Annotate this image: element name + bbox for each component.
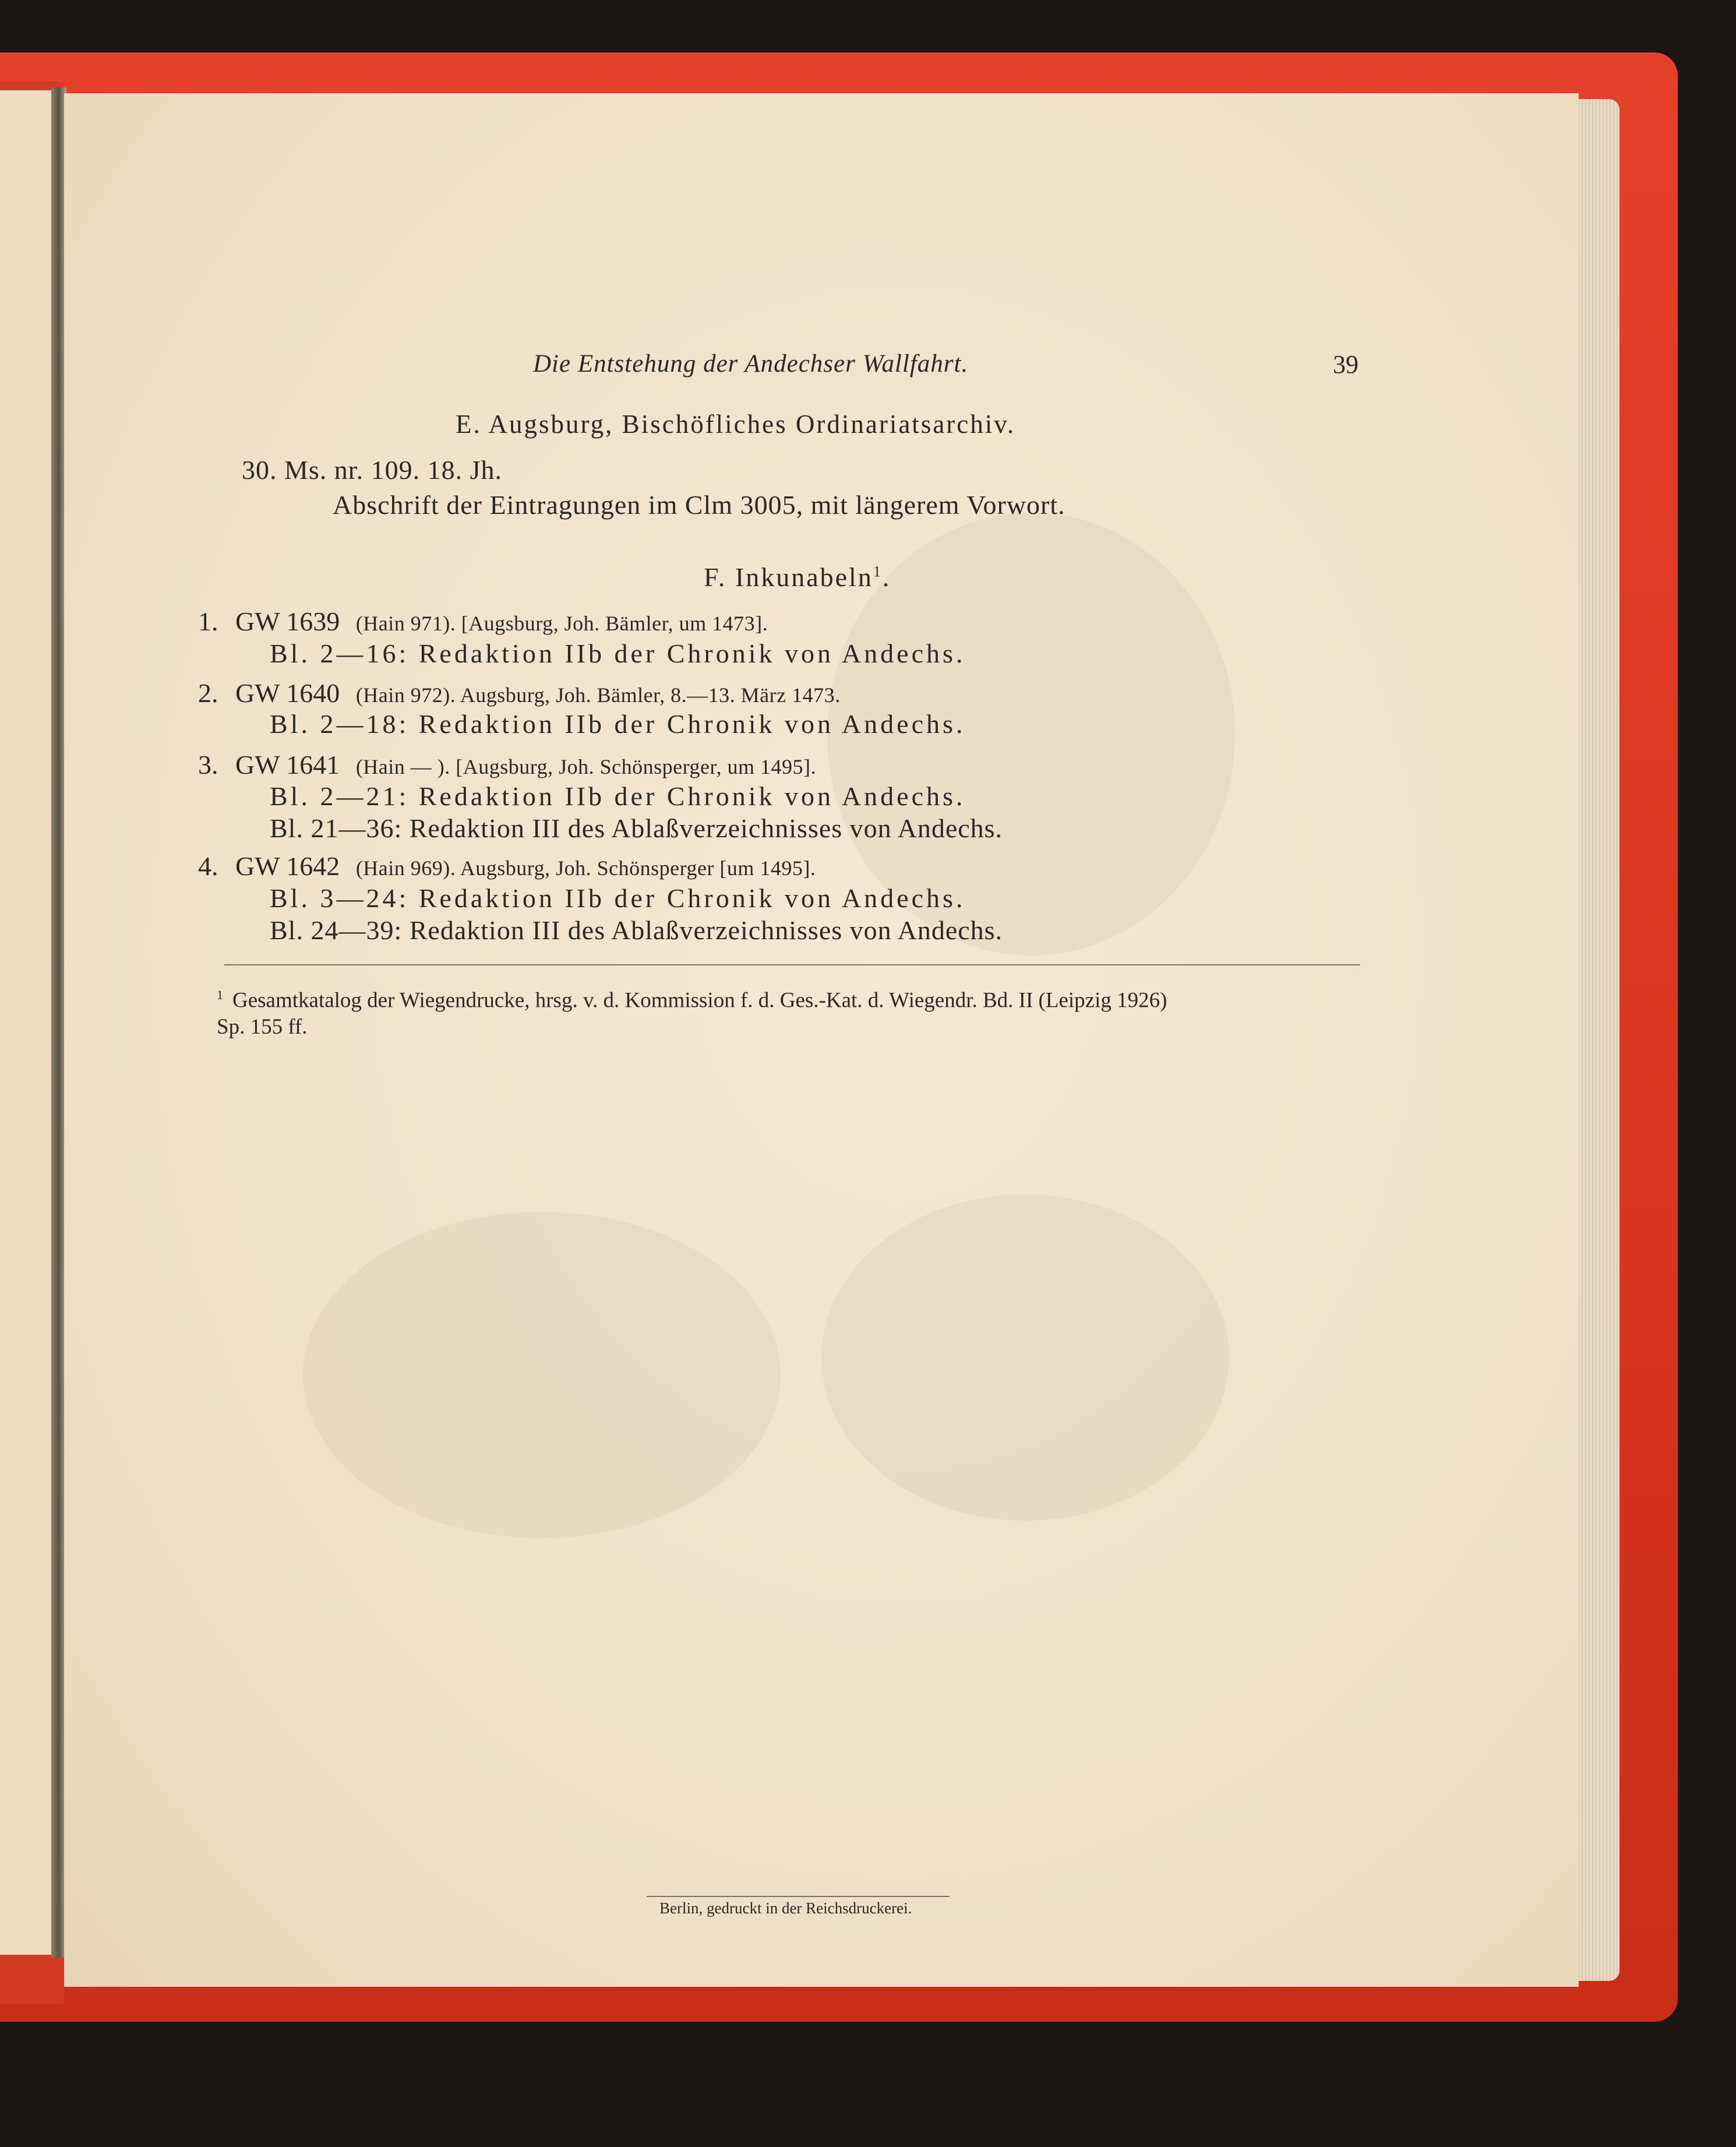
footnote-mark: 1 — [217, 988, 223, 1002]
hain-reference: (Hain 969). Augsburg, Joh. Schönsperger [um 1495]. — [355, 856, 816, 880]
hain-reference: (Hain 972). Augsburg, Joh. Bämler, 8.—13. März 1473. — [355, 683, 841, 707]
incunable-entry-1-line-1: Bl. 2—16: Redaktion IIb der Chronik von Andechs. — [270, 639, 966, 668]
entry-number: 4. — [198, 851, 218, 881]
entry-number: 1. — [198, 607, 218, 636]
hain-reference: (Hain 971). [Augsburg, Joh. Bämler, um 1473]. — [355, 612, 768, 635]
incunable-entry-3-head — [198, 749, 816, 780]
footnote-reference-mark: 1 — [873, 563, 883, 580]
incunable-entry-4-line-2: Bl. 24—39: Redaktion III des Ablaßverzeichnisses von Andechs. — [270, 915, 1003, 945]
page-number: 39 — [1333, 350, 1359, 379]
show-through-stain — [821, 1194, 1229, 1521]
imprint-divider — [647, 1896, 950, 1897]
section-f-heading: F. Inkunabeln$^1$. — [704, 562, 891, 592]
incunable-entry-3-line-1: Bl. 2—21: Redaktion IIb der Chronik von Andechs. — [270, 781, 966, 811]
incunable-entry-3-line-2: Bl. 21—36: Redaktion III des Ablaßverzeichnisses von Andechs. — [270, 813, 1003, 843]
incunable-entry-4-line-1: Bl. 3—24: Redaktion IIb der Chronik von Andechs. — [270, 883, 966, 913]
footnote-divider — [224, 964, 1360, 965]
section-e-item-description: Abschrift der Eintragungen im Clm 3005, mit längerem Vorwort. — [333, 490, 1065, 520]
incunable-entry-1-head — [198, 606, 768, 637]
incunable-entry-2-line-1: Bl. 2—18: Redaktion IIb der Chronik von Andechs. — [270, 709, 966, 739]
entry-number: 2. — [198, 678, 218, 708]
footnote-line-1: Gesamtkatalog der Wiegendrucke, hrsg. v. d. Kommission f. d. Ges.-Kat. d. Wiegendr. Bd. II (Leipzig 1926) — [232, 988, 1167, 1013]
footnote — [217, 982, 1382, 1041]
hain-reference: (Hain — ). [Augsburg, Joh. Schönsperger, um 1495]. — [355, 755, 816, 778]
footnote-line-2: Sp. 155 ff. — [217, 1015, 308, 1039]
gw-number: GW 1639 — [235, 607, 340, 636]
section-e-heading: E. Augsburg, Bischöfliches Ordinariatsarchiv. — [456, 410, 1016, 439]
gw-number: GW 1640 — [235, 678, 340, 708]
book-page — [64, 93, 1579, 1987]
section-e-item-title: 30. Ms. nr. 109. 18. Jh. — [242, 455, 502, 485]
entry-number: 3. — [198, 750, 218, 780]
incunable-entry-2-head — [198, 678, 841, 708]
show-through-stain — [303, 1212, 781, 1538]
printer-imprint: Berlin, gedruckt in der Reichsdruckerei. — [659, 1899, 912, 1917]
running-header: Die Entstehung der Andechser Wallfahrt. — [533, 350, 969, 378]
gw-number: GW 1641 — [235, 750, 340, 780]
incunable-entry-4-head — [198, 851, 816, 882]
section-f-heading-text: F. Inkunabeln — [704, 562, 873, 592]
left-page-edge — [0, 90, 55, 1955]
gw-number: GW 1642 — [235, 851, 340, 881]
